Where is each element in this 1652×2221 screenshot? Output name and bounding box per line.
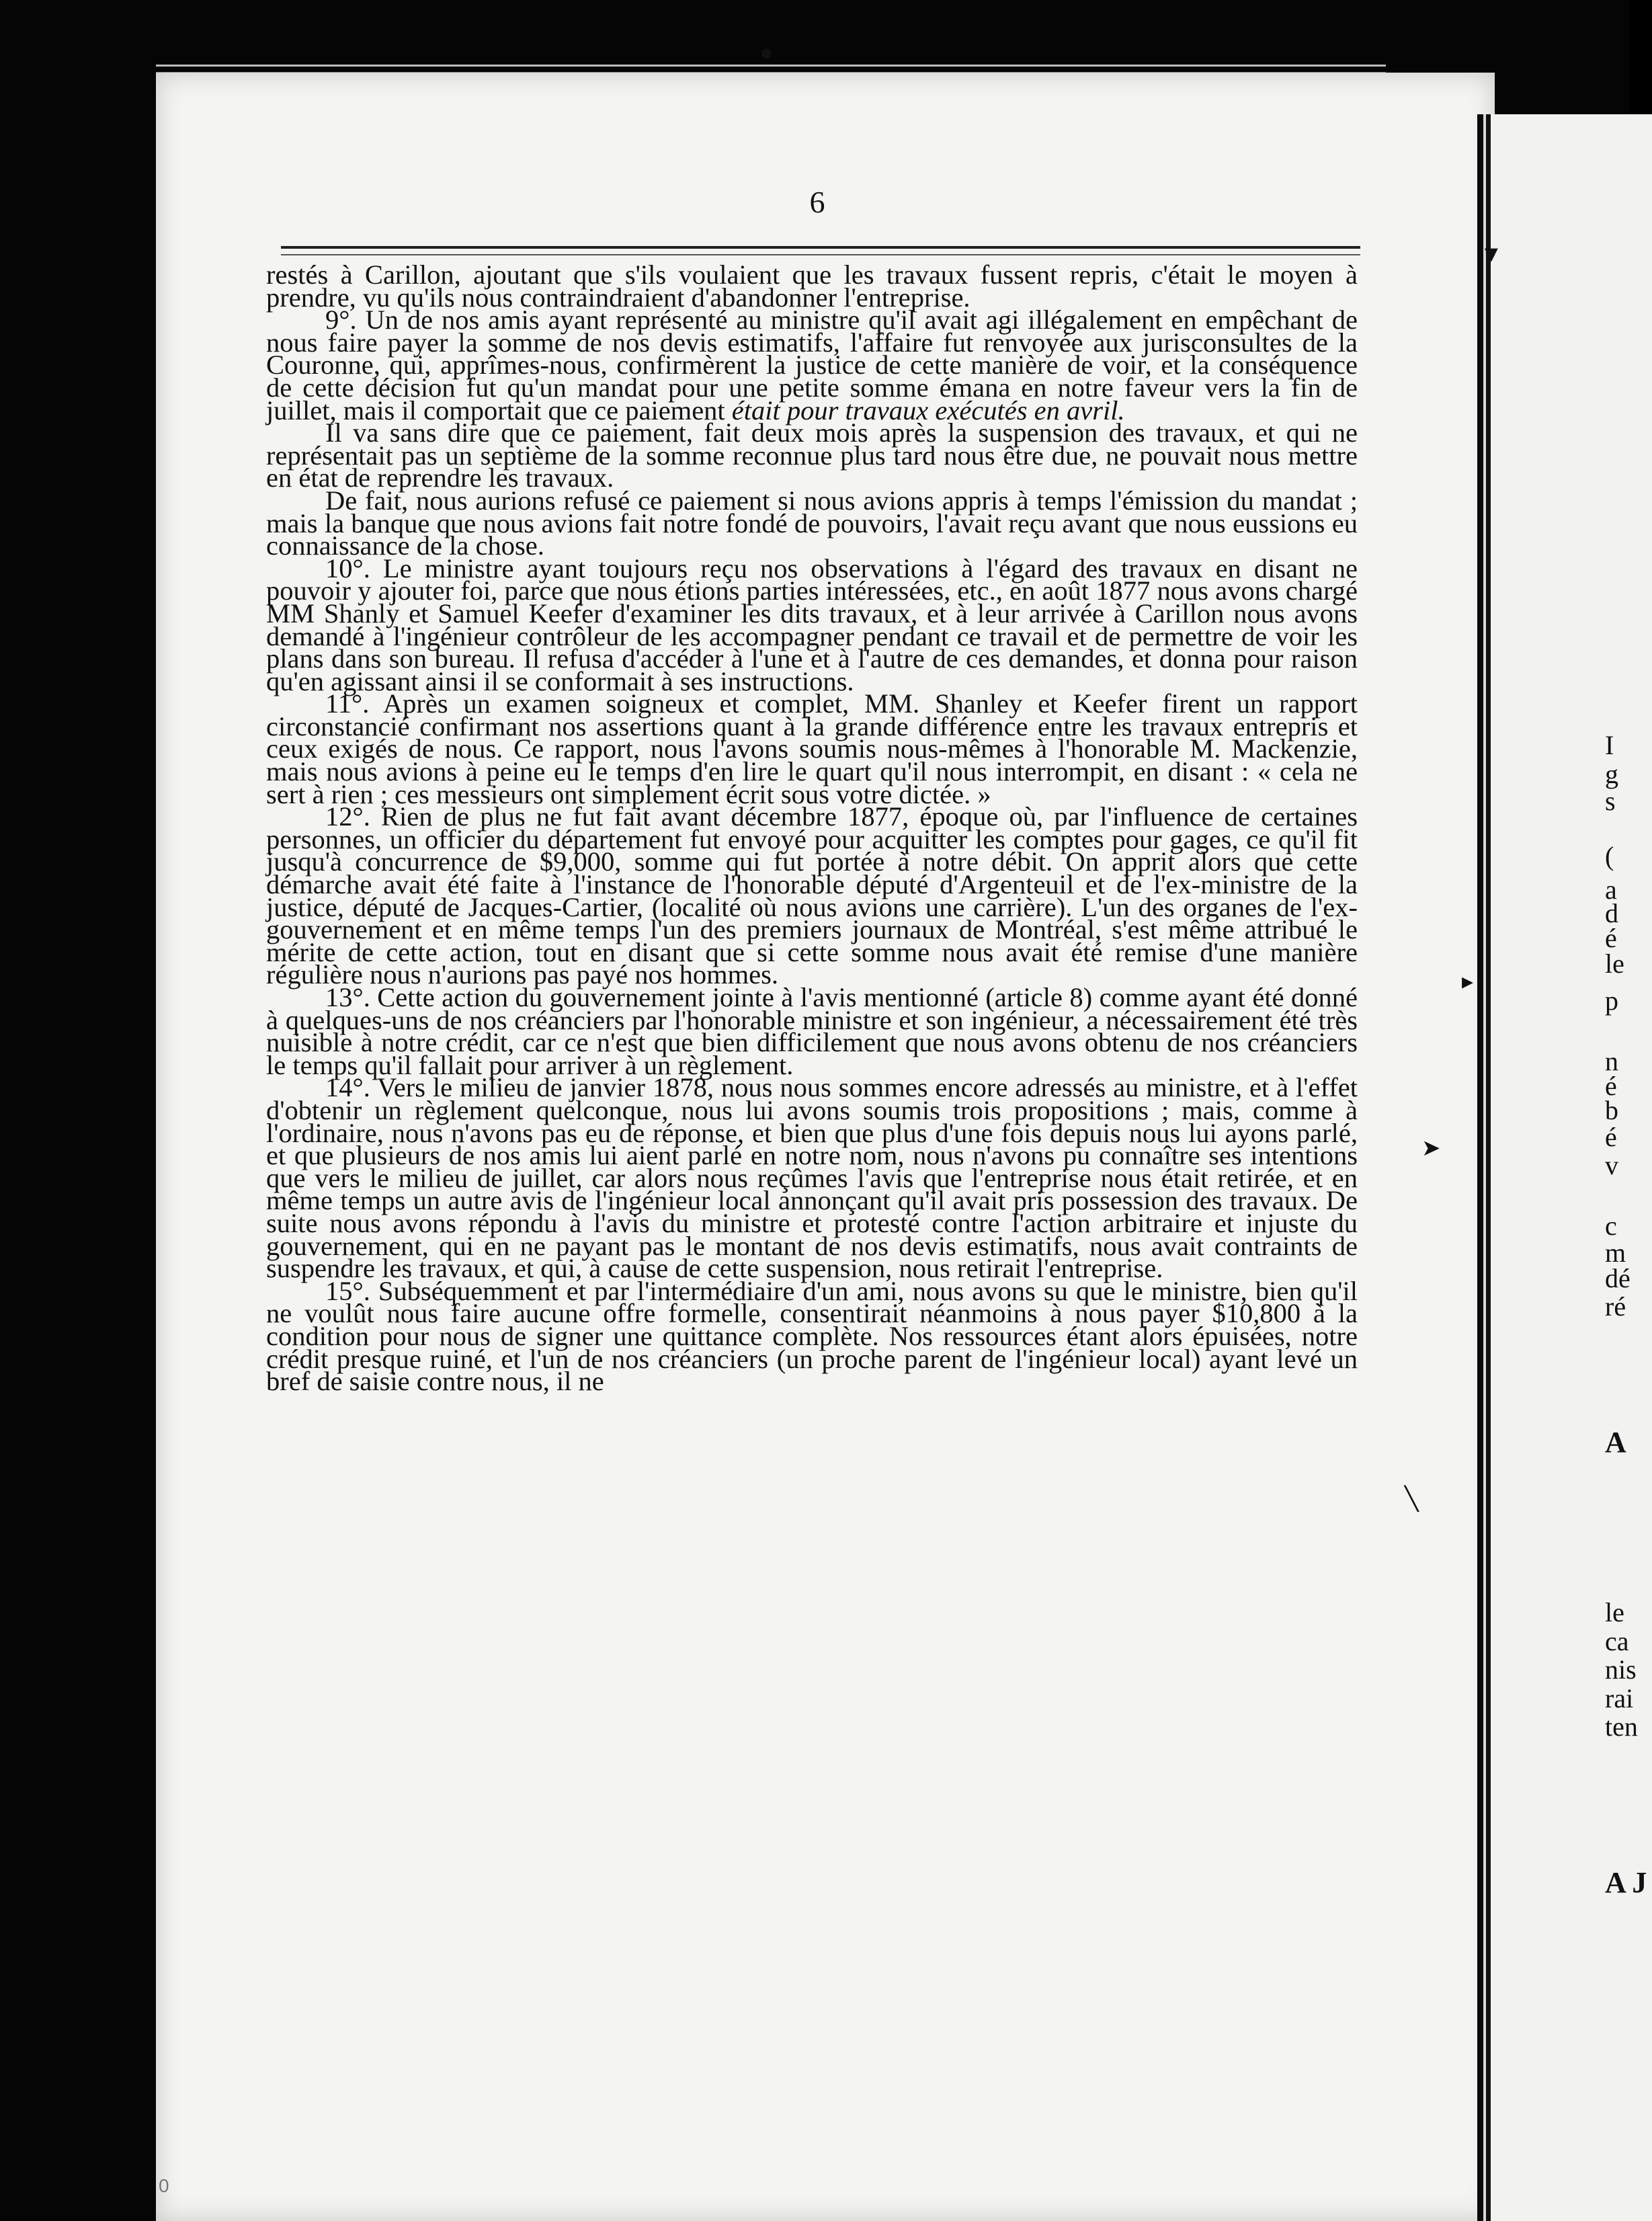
fragment: (: [1605, 841, 1614, 871]
fragment: a: [1605, 875, 1617, 905]
paragraph-9-text: 9°. Un de nos amis ayant représenté au ministre qu'il avait agi illégalement en empêchant de nous faire payer la somme de nos devis estimatifs, l'affaire fut renvoyée aux jurisconsultes de la Couronne, qui, apprîmes-nous, confirmèrent la justice de cette manière de voir, et la conséquence de cette décision fut qu'un mandat pour une petite somme émana en notre faveur vers la fin de juillet, mais il comportait que ce paiement: [266, 305, 1358, 426]
binding-mark: ╲: [1405, 1487, 1419, 1512]
paragraph-13: 13°. Cette action du gouvernement jointe à l'avis mentionné (article 8) comme ayant été donné à quelques-uns de nos créanciers par l'honorable ministre et son ingénieur, a nécessairement été très nuisible à notre crédit, car ce n'est que bien difficilement que nous avons obtenu de nos créanciers le temps qu'il fallait pour arriver à un règlement.: [266, 982, 1358, 1080]
fragment: g: [1605, 759, 1618, 789]
paragraph-10: 10°. Le ministre ayant toujours reçu nos observations à l'égard des travaux en disant ne pouvoir y ajouter foi, parce que nous étions parties intéressées, etc., en août 1877 nous avons chargé MM Shanly et Samuel Keefer d'examiner les dits travaux, et à leur arrivée à Carillon nous avons demandé à l'ingénieur contrôleur de les accompagner pendant ce travail et de permettre de voir les plans dans son bureau. Il refusa d'accéder à l'une et à l'autre de ces demandes, et donna pour raison qu'en agissant ainsi il se conformait à ses instructions.: [266, 553, 1358, 696]
fragment: dé: [1605, 1263, 1630, 1293]
paragraph-12: 12°. Rien de plus ne fut fait avant décembre 1877, époque où, par l'influence de certaines personnes, un officier du département fut envoyé pour acquitter les comptes pour gages, ce qu'il fit jusqu'à concurrence de $9,000, somme qui fut portée à notre débit. On apprit alors que cette démarche avait été faite à l'instance de l'honorable député d'Argenteuil et de l'ex-ministre de la justice, député de Jacques-Cartier, (localité où nous avions une carrière). L'un des organes de l'ex-gouvernement et en même temps l'un des premiers journaux de Montréal, s'est même attribué le mérite de cette action, tout en disant que si cette somme nous avait été remise d'une manière régulière nous n'aurions pas payé nos hommes.: [266, 801, 1358, 990]
paragraph-9c: De fait, nous aurions refusé ce paiement si nous avions appris à temps l'émission du mandat ; mais la banque que nous avions fait notre fondé de pouvoirs, l'avait reçu avant que nous eussions eu connaissance de la chose.: [266, 485, 1358, 561]
paragraph-intro: restés à Carillon, ajoutant que s'ils voulaient que les travaux fussent repris, c'était le moyen à prendre, vu qu'ils nous contraindraient d'abandonner l'entreprise.: [266, 259, 1358, 313]
fragment: rai: [1605, 1683, 1634, 1713]
fragment: d: [1605, 898, 1618, 928]
paragraph-11: 11°. Après un examen soigneux et complet, MM. Shanley et Keefer firent un rapport circonstancié confirmant nos assertions quant à la grande différence entre les travaux entrepris et ceux exigés de nous. Ce rapport, nous l'avons soumis nous-mêmes à l'honorable M. Mackenzie, mais nous avions à peine eu le temps d'en lire le quart qu'il nous interrompit, en disant : « cela ne sert à rien ; ces messieurs ont simplement écrit sous votre dictée. »: [266, 688, 1358, 809]
fragment: ca: [1605, 1626, 1629, 1656]
fragment: s: [1605, 786, 1616, 816]
binding-mark: ➤: [1421, 1136, 1441, 1161]
paragraph-9b: Il va sans dire que ce paiement, fait deux mois après la suspension des travaux, et qui ne représentait pas un septième de la somme reconnue plus tard nous être due, ne pouvait nous mettre en état de reprendre les travaux.: [266, 417, 1358, 493]
fragment: le: [1605, 948, 1624, 979]
fragment: p: [1605, 985, 1618, 1016]
binding-mark: ▼: [1480, 242, 1503, 267]
adjacent-page: [1491, 114, 1652, 2221]
fragment: A: [1605, 1426, 1626, 1459]
binding-mark: ▸: [1462, 969, 1474, 994]
footer-mark: 0: [159, 2175, 169, 2196]
fragment: m: [1605, 1238, 1626, 1268]
fragment: ré: [1605, 1291, 1626, 1322]
paragraph-9: [266, 305, 1358, 426]
header-rule: [281, 246, 1360, 255]
fragment: A J: [1605, 1866, 1647, 1899]
fragment: v: [1605, 1150, 1618, 1180]
fragment: I: [1605, 730, 1614, 760]
fragment: é: [1605, 1071, 1617, 1101]
page-body: [266, 259, 1358, 1397]
fragment: le: [1605, 1597, 1624, 1627]
fragment: n: [1605, 1046, 1618, 1076]
book-spine: [1477, 114, 1492, 2221]
fragment: nis: [1605, 1654, 1637, 1685]
binding-mark: ●: [759, 40, 774, 65]
fragment: é: [1605, 923, 1617, 953]
fragment: c: [1605, 1211, 1617, 1241]
fragment: é: [1605, 1122, 1617, 1152]
italic-phrase: était pour travaux exécutés en avril.: [731, 395, 1125, 426]
fragment: ten: [1605, 1711, 1638, 1742]
paragraph-15: 15°. Subséquemment et par l'intermédiaire d'un ami, nous avons su que le ministre, bien qu'il ne voulût nous faire aucune offre formelle, consentirait néanmoins à nous payer $10,800 à la condition pour nous de signer une quittance complète. Nos ressources étant alors épuisées, notre crédit presque ruiné, et l'un de nos créanciers (un proche parent de l'ingénieur local) ayant levé un bref de saisie contre nous, il ne: [266, 1275, 1358, 1397]
page-number: 6: [809, 185, 825, 219]
fragment: b: [1605, 1095, 1618, 1125]
paragraph-14: 14°. Vers le milieu de janvier 1878, nous nous sommes encore adressés au ministre, et à l'effet d'obtenir un règlement quelconque, nous lui avons soumis trois propositions ; mais, comme à l'ordinaire, nous n'avons pas eu de réponse, et bien que plus d'une fois depuis nous lui ayons parlé, et que plusieurs de nos amis lui aient parlé en notre nom, nous n'avons pu connaître ses intentions que vers le milieu de juillet, car alors nous reçûmes l'avis que l'entreprise nous était retirée, et en même temps un autre avis de l'ingénieur local annonçant qu'il avait pris possession des travaux. De suite nous avons répondu à l'avis du ministre et protesté contre l'action arbitraire et injuste du gouvernement, qui en ne payant pas le montant de nos devis estimatifs, nous avait contraints de suspendre les travaux, et qui, à cause de cette suspension, nous retirait l'entreprise.: [266, 1072, 1358, 1284]
